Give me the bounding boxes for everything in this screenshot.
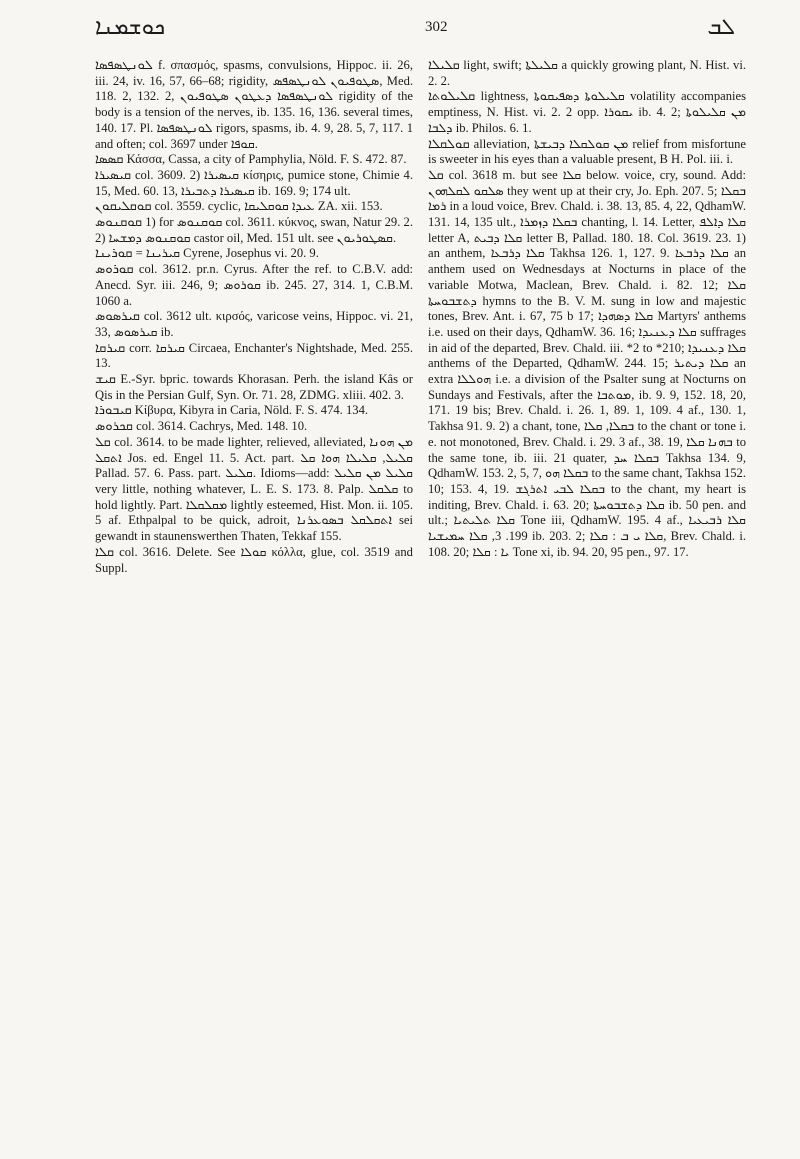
- entry-headword: ܩܘܪܝܢܐ: [95, 246, 133, 262]
- entry-headword: ܩܠ: [95, 434, 111, 450]
- dictionary-entry: [95, 419, 413, 435]
- entry-headword: ܩܣܣܐ: [95, 152, 124, 168]
- entry-definition: 1) for ܩܘܩܢܘܣ col. 3611. κύκνος, swan, Natur 29. 2. 2) ܩܘܩܢܘܣ ܕܡܫܚܐ castor oil, Med. 151 ult. see ܩܣܛܘܪܝܘܢ.: [95, 215, 413, 245]
- dictionary-entry: [428, 168, 746, 561]
- entry-headword: ܠܘܢܛܣܦܣܐ: [95, 58, 153, 73]
- dictionary-entry: [95, 435, 413, 545]
- left-column: [95, 58, 413, 576]
- entry-headword: ܩܘܩܠܝܩܘܢ: [95, 199, 152, 215]
- entry-headword: ܩܟܪܘܣ: [95, 419, 133, 435]
- entry-definition: lightness, ܩܠܝܠܘܬܐ ܕܣܦܝܩܘܬܐ volatility accompanies emptiness, N. Hist. vi. 2. 2 opp. ܝܩܘܪܐ ib. 4. 2; ܡܢ ܩܠܝܠܘܬܐ ܕܠܒܐ ib. Philos. 6. 1.: [428, 89, 747, 135]
- dictionary-entry: [95, 341, 413, 372]
- entry-headword: ܩܝܪܩܐ: [95, 340, 126, 356]
- entry-definition: col. 3618 m. but see ܩܠܐ below. voice, cry, sound. Add: ܣܠܩܘ ܠܩܠܗܘܢ they went up at their cry, Jo. Eph. 207. 5; ܒܩܠܐ ܪܡܐ in a loud voice, Brev. Chald. i. 38. 13, 85. 4, 22, QdhamW. 131. 14, 135 ult., ܒܩܠܐ ܕܙܡܪܐ chanting, l. 14. Letter, ܩܠܐ ܕܐܠܦ letter A, ܩܠܐ ܕܒܝܬ letter B, Pallad. 180. 18. Col. 3619. 23. 1) an anthem, ܩܠܐ ܕܪܒܥܐ Takhsa 126. 1, 127. 9. ܩܠܐ ܕܪܒܥܐ an anthem used on Wednesdays at Nocturns in place of the variable Motwa, Maclean, Brev. Chald. i. 82. 12; ܩܠܐ ܕܬܫܒܘܚܬܐ hymns to the B. V. M. sung in low and majestic tones, Brev. Ant. i. 67, 75 b 17; ܩܠܐ ܕܣܗܕܐ Martyrs' anthems i.e. used on their days, QdhamW. 36. 16; ܩܠܐ ܕܥܢܝܕܐ suffrages in aid of the departed, Brev. Chald. iii. *2 to *210; ܩܠܐ ܕܥܢܝܕܐ anthems of the Departed, QdhamW. 244. 15; ܩܠܐ ܕܝܬܝܪ an extra ܗܘܠܠܐ i.e. a division of the Psalter sung at Nocturns on Sundays and Festivals, after the ܡܘܬܒܐ, ib. 9. 9, 152. 18, 20, 171. 19 bis; Brev. Chald. i. 26. 1, 89. 1, 109. 4 af., 130. 1, Takhsa 91. 9. 2) a chant, tone, ܒܩܠܐ, ܩܠܐ to the chant or tone i. e. not monotoned, Brev. Chald. i. 29. 3 af., 38. 19, ܒܗܢܐ ܩܠܐ to the same tone, ib. iii. 21 quater, ܒܩܠܐ ܚܕ Takhsa 134. 9, QdhamW. 153. 2, 5, 7, ܒܩܠܐ ܗܘ to the same chant, Takhsa 152. 10; 153. 4, 19. ܒܩܠܐ ܠܒܝ ܐܬܪܓܫ to the chant, my heart is inditing, Brev. Chald. i. 63. 20; ܩܠܐ ܕܬܫܒܘܚܬܐ ib. 50 pen. and ult.; ܩܠܐ ܬܠܝܬܝܐ Tone iii, QdhamW. 195. 4 af., ܩܠܐ ܪܒܝܥܝܐ 199. 3, ܩܠܐ ܚܡܝܫܝܐ ib. 203. 2; ܩܠܐ ܝ ܒ : ܩܠܐ, Brev. Chald. i. 108. 20; ܝܐ : ܩܠܐ Tone xi, ib. 94. 20, 95 pen., 97. 17.: [428, 167, 747, 559]
- entry-definition: col. 3612. pr.n. Cyrus. After the ref. to C.B.V. add: Anecd. Syr. iii. 246, 9; ܩܘܪܘܣ ib. 245. 27, 314. 1, C.B.M. 1060 a.: [95, 262, 414, 308]
- running-head: ܟܘܫܡܢܐ: [95, 14, 166, 40]
- dictionary-entry: [95, 246, 413, 262]
- page-header: [95, 10, 735, 44]
- dictionary-entry: [95, 215, 413, 246]
- entry-headword: ܩܘܩܢܘܣ: [95, 215, 142, 231]
- entry-definition: Κίβυρα, Kibyra in Caria, Nöld. F. S. 474. 134.: [134, 403, 369, 418]
- entry-definition: col. 3612 ult. κιρσός, varicose veins, Hippoc. vi. 21, 33, ܩܝܪܣܘܣ ib.: [95, 309, 413, 339]
- entry-definition: corr. ܩܝܪܩܐ Circaea, Enchanter's Nightshade, Med. 255. 13.: [95, 340, 413, 371]
- entry-headword: ܩܠ: [428, 167, 444, 183]
- entry-headword: ܩܠܝܠܐ: [428, 58, 460, 73]
- entry-definition: light, swift; ܩܠܝܠܬܐ a quickly growing plant, N. Hist. vi. 2. 2.: [428, 58, 746, 88]
- entry-definition: alleviation, ܡܢ ܩܘܠܩܠܐ ܕܒܝܫܬܐ relief from misfortune is sweeter in his eyes than a valuable present, B H. Pol. iii. i.: [428, 136, 747, 167]
- dictionary-entry: [95, 403, 413, 419]
- entry-definition: E.-Syr. bpric. towards Khorasan. Perh. the island Kâs or Qis in the Persian Gulf, Syn. Or. 71. 28, ZDMG. xliii. 402. 3.: [95, 372, 413, 402]
- entry-headword: ܩܠܝܠܘܬܐ: [428, 89, 476, 105]
- entry-definition: col. 3614. Cachrys, Med. 148. 10.: [136, 419, 308, 434]
- section-letter: ܠܒ: [707, 14, 735, 40]
- right-column: [428, 58, 746, 561]
- dictionary-entry: [95, 309, 413, 340]
- entry-headword: ܩܘܠܩܠܐ: [428, 136, 470, 152]
- entry-definition: col. 3609. 2) ܩܝܣܝܪܐ κίσηρις, pumice stone, Chimie 4. 15, Med. 60. 13, ܩܝܣܝܪܐ ܕܬܒܝܪܐ ib. 169. 9; 174 ult.: [95, 167, 413, 198]
- entry-definition: f. σπασμός, spasms, convulsions, Hippoc. ii. 26, iii. 24, iv. 16, 57, 66–68; rigidity, ܣܛܘܦܝܘܢ ܠܘܢܛܣܦܣ, Med. 118. 2, 132. 2, ܠܘܢܛܣܦܣܐ ܕܥܛܘܢ ܣܛܘܦܝܘܢ rigidity of the body is a tension of the nerves, ib. 135. 16, 136. several times, 140. 17. Pl. ܠܘܢܛܣܦܣܐ rigors, spasms, ib. 4. 9, 28. 5, 7, 117. 1 and often; col. 3697 under ܩܘܦܐ.: [95, 58, 414, 151]
- dictionary-entry: [95, 262, 413, 309]
- dictionary-entry: [95, 545, 413, 576]
- dictionary-entry: [428, 89, 746, 136]
- entry-definition: col. 3616. Delete. See ܩܘܠܐ κόλλα, glue, col. 3519 and Suppl.: [95, 544, 413, 575]
- entry-definition: = ܩܝܪܝܢܐ Cyrene, Josephus vi. 20. 9.: [135, 246, 319, 261]
- entry-headword: ܩܝܣܝܪܐ: [95, 167, 132, 183]
- dictionary-entry: [428, 58, 746, 89]
- entry-definition: col. 3614. to be made lighter, relieved, alleviated, ܡܢ ܗܘܢܐ ܐܬܩܠ Jos. ed. Engel 11. 5. Act. part. ܩܠܝܠ, ܩܠܝܠܐ ܗܘܐ ܩܠ Pallad. 57. 6. Pass. part. ܩܠܝܠ. Idioms—add: ܩܠܝܠ ܡܢ ܩܠܝܠ very little, nothing whatever, L. E. S. 173. 8. Palp. ܩܠܩܠ to hold lightly. Part. ܡܩܠܩܠܐ lightly esteemed, Hist. Mon. ii. 105. 5 af. Ethpalpal to be quick, adroit, ܐܬܩܠܩܠ ܒܣܘܥܪܢܐ sei gewandt in staunenswerthen Thaten, Tekkaf 155.: [95, 434, 413, 544]
- dictionary-entry: [95, 152, 413, 168]
- entry-headword: ܩܝܫ: [95, 372, 116, 388]
- dictionary-entry: [95, 58, 413, 152]
- page-number: 302: [424, 18, 448, 35]
- dictionary-entry: [95, 372, 413, 403]
- entry-headword: ܩܝܪܣܘܣ: [95, 309, 140, 325]
- entry-definition: Κάσσα, Cassa, a city of Pamphylia, Nöld. F. S. 472. 87.: [126, 152, 407, 167]
- entry-headword: ܩܠܐ: [95, 544, 114, 560]
- dictionary-entry: [428, 137, 746, 168]
- entry-headword: ܩܝܒܘܪܐ: [95, 403, 132, 419]
- entry-definition: col. 3559. cyclic, ܥܝܕܐ ܩܘܩܠܝܩܐ ZA. xii. 153.: [154, 199, 383, 214]
- dictionary-entry: [95, 168, 413, 199]
- dictionary-entry: [95, 199, 413, 215]
- entry-headword: ܩܘܪܘܣ: [95, 262, 134, 278]
